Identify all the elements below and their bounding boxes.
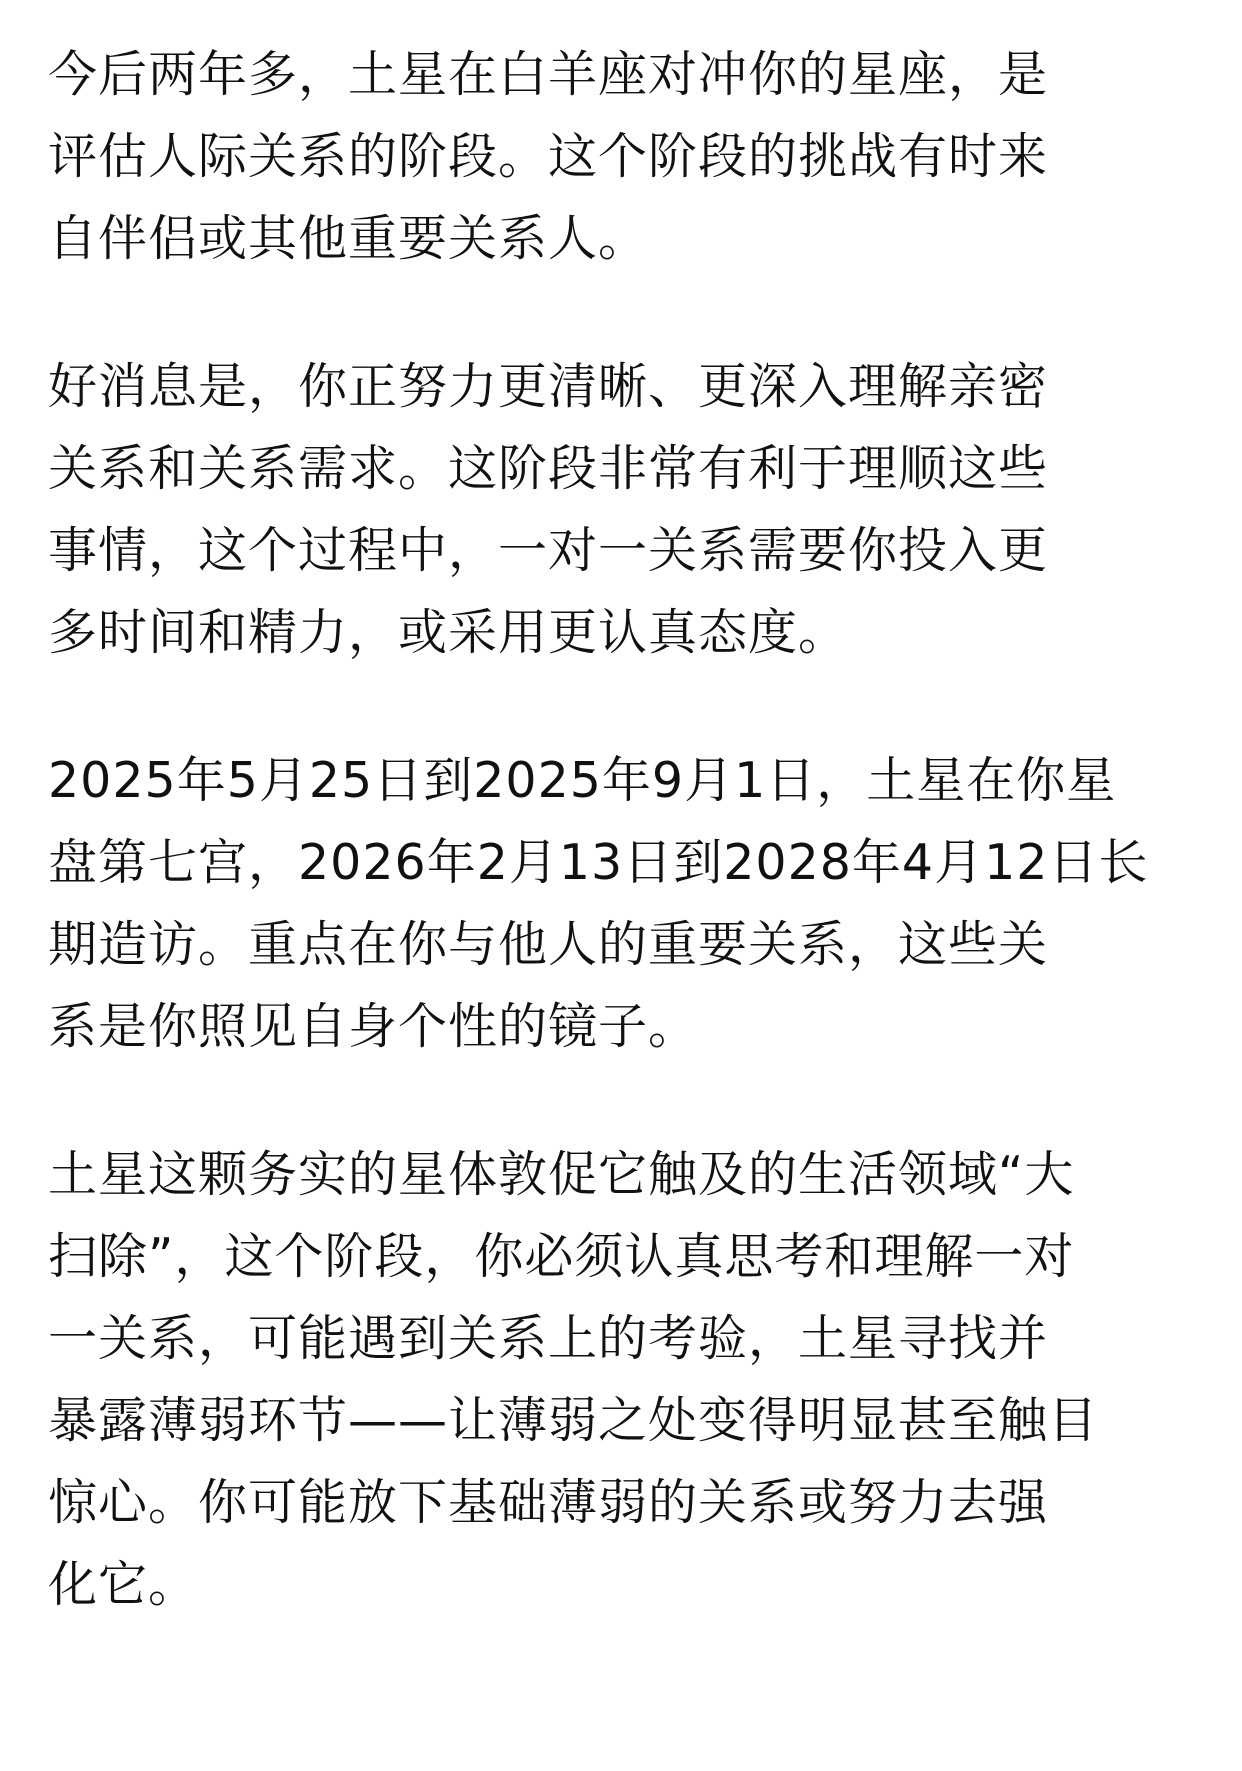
text-line: 事情，这个过程中，一对一关系需要你投入更 <box>48 522 1049 579</box>
text-line: 一关系，可能遇到关系上的考验，土星寻找并 <box>48 1310 1049 1367</box>
article-body <box>48 34 1198 1626</box>
text-line: 扫除”，这个阶段，你必须认真思考和理解一对 <box>48 1228 1075 1285</box>
text-line: 好消息是，你正努力更清晰、更深入理解亲密 <box>48 358 1049 415</box>
paragraph-2 <box>48 346 1198 674</box>
text-line: 盘第七宫，2026年2月13日到2028年4月12日长 <box>48 834 1149 891</box>
text-line: 今后两年多，土星在白羊座对冲你的星座，是 <box>48 46 1049 103</box>
text-line: 土星这颗务实的星体敦促它触及的生活领域“大 <box>48 1146 1075 1203</box>
text-line: 关系和关系需求。这阶段非常有利于理顺这些 <box>48 440 1049 497</box>
text-line: 期造访。重点在你与他人的重要关系，这些关 <box>48 916 1049 973</box>
text-line: 多时间和精力，或采用更认真态度。 <box>48 604 849 661</box>
text-line: 化它。 <box>48 1556 199 1613</box>
text-line: 评估人际关系的阶段。这个阶段的挑战有时来 <box>48 128 1049 185</box>
text-line: 自伴侣或其他重要关系人。 <box>48 210 649 267</box>
text-line: 系是你照见自身个性的镜子。 <box>48 998 699 1055</box>
text-line: 2025年5月25日到2025年9月1日，土星在你星 <box>48 752 1117 809</box>
paragraph-3 <box>48 740 1198 1068</box>
paragraph-4 <box>48 1134 1198 1626</box>
text-line: 暴露薄弱环节——让薄弱之处变得明显甚至触目 <box>48 1392 1099 1449</box>
paragraph-1 <box>48 34 1198 280</box>
text-line: 惊心。你可能放下基础薄弱的关系或努力去强 <box>48 1474 1049 1531</box>
